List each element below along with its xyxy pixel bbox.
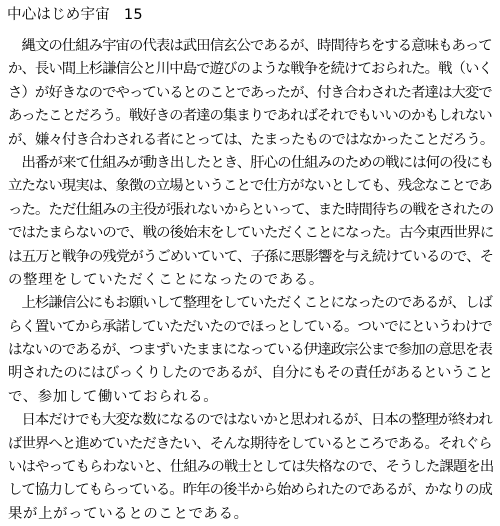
- paragraph-3: [8, 292, 493, 409]
- text-line: ではたまらないので、戦の後始末をしていただくことになった。古今東西世界に: [8, 225, 494, 242]
- text-line: して協力してもらっている。昨年の後半から始められたのであるが、かなりの成: [8, 482, 492, 499]
- text-line: 上杉謙信公にもお願いして整理をしていただくことになったのであるが、しば: [8, 295, 492, 312]
- text-line: の整理をしていただくことになったのである。: [8, 271, 324, 288]
- paragraph-4: [8, 409, 493, 526]
- paragraph-1: [8, 35, 493, 152]
- text-line: 日本だけでも大変な数になるのではないかと思われるが、日本の整理が終われ: [8, 412, 492, 429]
- paragraph-2: [8, 152, 493, 292]
- text-line: らく置いてから承諾していただいたのでほっとしている。ついでにというわけで: [8, 318, 492, 335]
- text-line: いはやってもらわないと、仕組みの戦士としては失格なので、そうした課題を出: [8, 459, 494, 476]
- text-line: 果が上がっているとのことである。: [8, 505, 249, 522]
- text-line: で、参加して働いておられる。: [8, 388, 219, 405]
- text-line: さ）が好きなのでやっているとのことであったが、付き合わされた者達は大変で: [8, 84, 492, 101]
- text-line: か、長い間上杉謙信公と川中島で遊びのような戦争を続けておられた。戦（いく: [8, 61, 492, 78]
- text-line: はないのであるが、つまずいたままになっている伊達政宗公まで参加の意思を表: [8, 342, 492, 359]
- text-line: 縄文の仕組み宇宙の代表は武田信玄公であるが、時間待ちをする意味もあって: [8, 38, 492, 54]
- body-text: [8, 35, 493, 526]
- text-line: った。ただ仕組みの主役が張れないからといって、また時間待ちの戦をされたの: [8, 201, 494, 218]
- book-title: 中心はじめ宇宙: [7, 7, 110, 23]
- text-line: は五万と戦争の残党がうごめいていて、子孫に悪影響を与え続けているので、そ: [8, 248, 494, 265]
- text-line: 明されたのにはびっくりしたのであるが、自分にもその責任があるということ: [8, 365, 493, 382]
- text-line: あったことだろう。戦好きの者達の集まりであればそれでもいいのかもしれない: [8, 108, 492, 125]
- text-line: ば世界へと進めていただきたい、そんな期待をしているところである。それぐら: [8, 435, 492, 452]
- text-line: 立たない現実は、象徴の立場ということで仕方がないとしても、残念なことであ: [8, 178, 492, 195]
- text-line: が、嫌々付き合わされる者にとっては、たまったものではなかったことだろう。: [8, 131, 494, 148]
- page-header: [7, 4, 143, 26]
- page-number: 15: [123, 7, 143, 23]
- text-line: 出番が来て仕組みが動き出したとき、肝心の仕組みのための戦には何の役にも: [8, 154, 494, 171]
